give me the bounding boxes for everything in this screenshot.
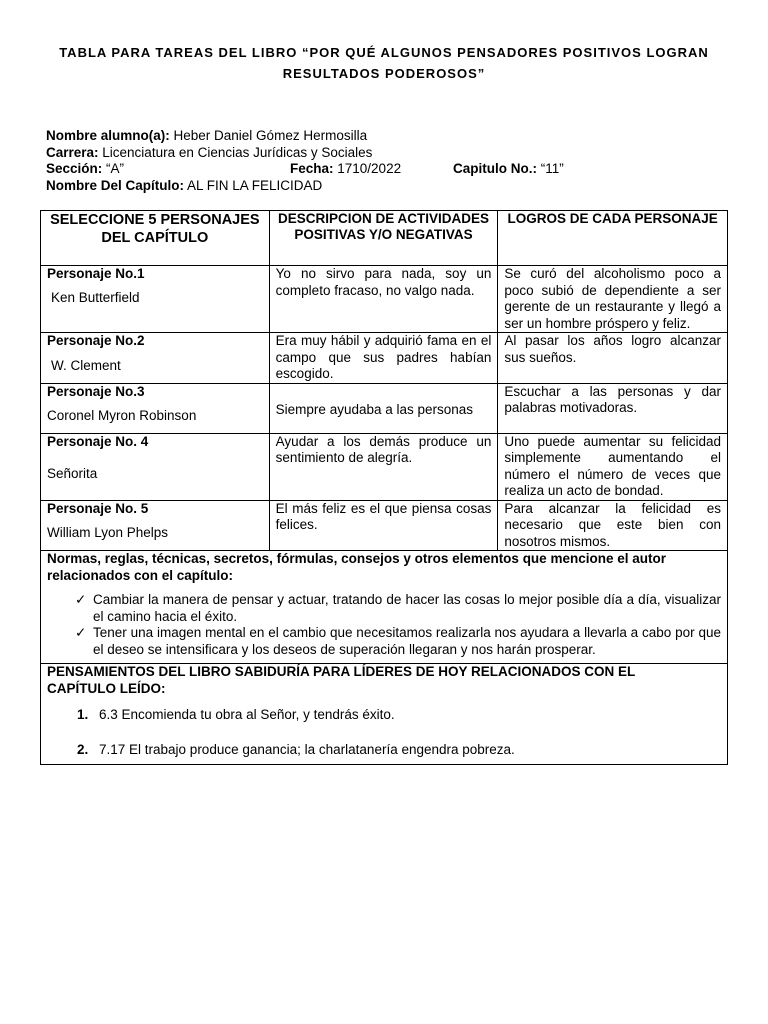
title-line-2: RESULTADOS PODEROSOS” <box>282 66 486 81</box>
thought-text: 7.17 El trabajo produce ganancia; la charlatanería engendra pobreza. <box>99 741 515 757</box>
character-cell <box>41 383 270 433</box>
norms-cell <box>41 551 728 664</box>
list-item <box>77 742 721 759</box>
list-item <box>75 625 721 658</box>
list-item <box>77 707 721 724</box>
chapter-no-field <box>453 161 564 178</box>
section-value: “A” <box>102 161 125 176</box>
achievement-cell: Uno puede aumentar su felicidad simplemente aumentando el número el número de veces que realiza un acto de bondad. <box>498 433 728 500</box>
chapter-name-value: AL FIN LA FELICIDAD <box>184 177 323 193</box>
career-value: Licenciatura en Ciencias Jurídicas y Sociales <box>98 144 373 160</box>
table-row <box>41 333 728 384</box>
achievement-cell: Al pasar los años logro alcanzar sus sueños. <box>498 333 728 384</box>
description-cell: Era muy hábil y adquirió fama en el campo que sus padres habían escogido. <box>269 333 498 384</box>
character-name: Ken Butterfield <box>51 289 140 305</box>
list-item <box>75 592 721 625</box>
table-row <box>41 500 728 551</box>
career-row <box>46 145 372 162</box>
description-text: Siempre ayudaba a las personas <box>275 401 474 417</box>
achievement-cell: Para alcanzar la felicidad es necesario que este bien con nosotros mismos. <box>498 500 728 551</box>
student-value: Heber Daniel Gómez Hermosilla <box>169 128 368 143</box>
section-label: Sección: <box>46 161 103 176</box>
norm-text: Cambiar la manera de pensar y actuar, tratando de hacer las cosas lo mejor posible día a día, visualizar el camino hacia el éxito. <box>93 592 721 624</box>
career-label: Carrera: <box>46 144 99 160</box>
character-label: Personaje No.2 <box>47 333 145 348</box>
norms-heading: Normas, reglas, técnicas, secretos, fórmulas, consejos y otros elementos que mencione el autor relacionados con el capítulo: <box>47 551 666 583</box>
table-header-row <box>41 211 728 266</box>
achievement-cell: Escuchar a las personas y dar palabras motivadoras. <box>498 383 728 433</box>
character-label: Personaje No. 5 <box>47 500 149 516</box>
description-cell: Ayudar a los demás produce un sentimiento de alegría. <box>269 433 498 500</box>
header-characters: SELECCIONE 5 PERSONAJES DEL CAPÍTULO <box>41 211 270 266</box>
chapter-no-label: Capitulo No.: <box>453 161 537 176</box>
character-cell <box>41 433 270 500</box>
date-field <box>290 161 401 178</box>
title-line-1: TABLA PARA TAREAS DEL LIBRO “POR QUÉ ALGUNOS PENSADORES POSITIVOS LOGRAN <box>59 45 709 60</box>
table-row <box>41 383 728 433</box>
character-label: Personaje No.3 <box>47 383 145 399</box>
section-row <box>46 161 564 178</box>
thoughts-heading: PENSAMIENTOS DEL LIBRO SABIDURÍA PARA LÍDERES DE HOY RELACIONADOS CON EL CAPÍTULO LEÍDO: <box>47 664 636 696</box>
description-cell <box>269 383 498 433</box>
character-cell <box>41 333 270 384</box>
character-name: W. Clement <box>51 357 121 373</box>
chapter-no-value: “11” <box>537 161 564 176</box>
description-cell: Yo no sirvo para nada, soy un completo fracaso, no valgo nada. <box>269 266 498 333</box>
thoughts-list <box>47 707 721 758</box>
header-achievements: LOGROS DE CADA PERSONAJE <box>498 211 728 266</box>
achievement-cell: Se curó del alcoholismo poco a poco subió de dependiente a ser gerente de un restaurante y llegó a ser un hombre próspero y feliz. <box>498 266 728 333</box>
chapter-name-row <box>46 178 372 195</box>
character-name: William Lyon Phelps <box>47 525 169 540</box>
character-name: Coronel Myron Robinson <box>47 408 197 423</box>
checkmark-icon: ✓ <box>75 625 87 640</box>
norm-text: Tener una imagen mental en el cambio que necesitamos realizarla nos ayudara a llevarla a cabo por que el deseo se intensificara y los deseos de superación llegaran y nos harán prosperar. <box>93 625 721 657</box>
student-row <box>46 128 372 145</box>
item-number: 2. <box>77 741 89 757</box>
characters-table <box>40 210 728 765</box>
character-label: Personaje No.1 <box>47 266 145 281</box>
date-label: Fecha: <box>290 161 334 176</box>
date-value: 1710/2022 <box>333 161 402 176</box>
checkmark-icon: ✓ <box>75 592 87 607</box>
norms-list <box>47 592 721 658</box>
thoughts-row <box>41 664 728 765</box>
character-name: Señorita <box>47 466 98 481</box>
header-description: DESCRIPCION DE ACTIVIDADES POSITIVAS Y/O NEGATIVAS <box>269 211 498 266</box>
student-label: Nombre alumno(a): <box>46 128 170 143</box>
description-cell: El más feliz es el que piensa cosas felices. <box>269 500 498 551</box>
norms-row <box>41 551 728 664</box>
table-row <box>41 266 728 333</box>
item-number: 1. <box>77 707 89 722</box>
thought-text: 6.3 Encomienda tu obra al Señor, y tendrás éxito. <box>99 707 395 722</box>
student-info <box>46 128 564 194</box>
chapter-name-label: Nombre Del Capítulo: <box>46 177 185 193</box>
table-row <box>41 433 728 500</box>
character-label: Personaje No. 4 <box>47 433 149 449</box>
character-cell <box>41 500 270 551</box>
document-title <box>40 42 728 84</box>
thoughts-cell <box>41 664 728 765</box>
character-cell <box>41 266 270 333</box>
